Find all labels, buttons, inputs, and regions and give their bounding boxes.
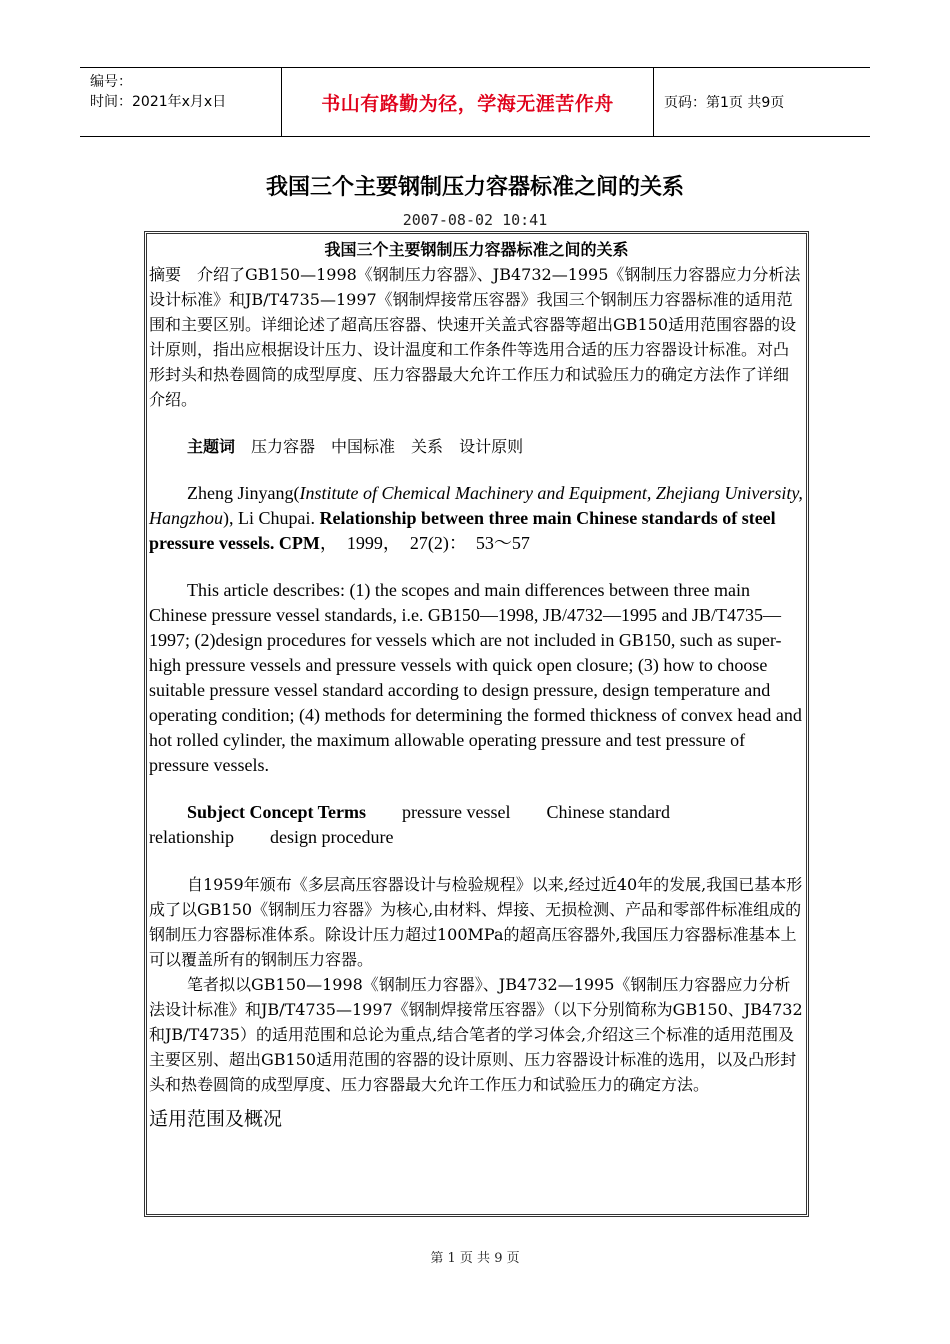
- english-abstract: This article describes: (1) the scopes and main differences between three main Chinese pressure vessel standards, i.e. GB150—1998, JB/4732—1995 and JB/T4735—1997; (2)design procedures for vessels which are not included in GB150, such as super-high pressure vessels and pressure vessels with quick open closure; (3) how to choose suitable pressure vessel standard according to design pressure, design temperature and operating condition; (4) methods for determining the formed thickness of convex head and hot rolled cylinder, the maximum allowable operating pressure and test pressure of pressure vessels.: [149, 580, 802, 775]
- english-keyword: Chinese standard: [546, 802, 670, 822]
- citation-author: Zheng Jinyang(: [187, 483, 300, 503]
- header-motto: 书山有路勤为径，学海无涯苦作舟: [281, 68, 654, 136]
- header-meta: [80, 68, 281, 136]
- header-page-info: 页码：第1页 共9页: [664, 95, 785, 111]
- keyword: 中国标准: [331, 437, 396, 456]
- english-keyword: design procedure: [269, 827, 394, 847]
- citation-coauthor: ), Li Chupai.: [223, 508, 320, 528]
- english-keyword: relationship: [149, 827, 234, 847]
- page-title: 我国三个主要钢制压力容器标准之间的关系: [265, 175, 684, 200]
- article-title: 我国三个主要钢制压力容器标准之间的关系: [324, 240, 629, 259]
- post-date: 2007-08-02 10:41: [402, 211, 548, 229]
- time-label: 时间：2021年x月x日: [90, 94, 227, 110]
- citation-title: Relationship between three main Chinese standards of steel pressure vessels. CPM: [149, 508, 776, 553]
- page-footer: 第 1 页 共 9 页: [430, 1251, 520, 1266]
- abstract-paragraph: 摘要 介绍了GB150—1998《钢制压力容器》、JB4732—1995《钢制压力容器应力分析法设计标准》和JB/T4735—1997《钢制焊接常压容器》我国三个钢制压力容器标准的适用范围和主要区别。详细论述了超高压容器、快速开关盖式容器等超出GB150适用范围容器的设计原则，指出应根据设计压力、设计温度和工作条件等选用合适的压力容器设计标准。对凸形封头和热卷圆筒的成型厚度、压力容器最大允许工作压力和试验压力的确定方法作了详细介绍。: [149, 265, 801, 409]
- keywords-label: 主题词: [187, 437, 236, 456]
- body-paragraph-1: 自1959年颁布《多层高压容器设计与检验规程》以来,经过近40年的发展,我国已基本形成了以GB150《钢制压力容器》为核心,由材料、焊接、无损检测、产品和零部件标准组成的钢制压力容器标准体系。除设计压力超过100MPa的超高压容器外,我国压力容器标准基本上可以覆盖所有的钢制压力容器。: [149, 875, 803, 969]
- keywords-line: [149, 434, 804, 459]
- keyword: 压力容器: [251, 437, 316, 456]
- keyword: 设计原则: [459, 437, 524, 456]
- article-frame: [144, 231, 809, 1217]
- citation-affiliation: Institute of Chemical Machinery and Equipment, Zhejiang University, Hangzhou: [149, 483, 803, 528]
- english-keyword: pressure vessel: [402, 802, 511, 822]
- english-keywords-label: Subject Concept Terms: [187, 802, 366, 822]
- english-keywords-line: [149, 800, 804, 850]
- section-heading: 适用范围及概况: [149, 1108, 283, 1130]
- keyword: 关系: [411, 437, 444, 456]
- body-paragraph-2: 笔者拟以GB150—1998《钢制压力容器》、JB4732—1995《钢制压力容器应力分析法设计标准》和JB/T4735—1997《钢制焊接常压容器》（以下分别简称为GB150、JB4732和JB/T4735）的适用范围和总论为重点,结合笔者的学习体会,介绍这三个标准的适用范围及主要区别、超出GB150适用范围的容器的设计原则、压力容器设计标准的选用，以及凸形封头和热卷圆筒的成型厚度、压力容器最大允许工作压力和试验压力的确定方法。: [149, 975, 803, 1094]
- number-label: 编号：: [90, 74, 132, 90]
- citation-source: ， 1999， 27(2)： 53～57: [319, 533, 530, 553]
- citation: [149, 481, 804, 556]
- header-strip: [80, 67, 870, 137]
